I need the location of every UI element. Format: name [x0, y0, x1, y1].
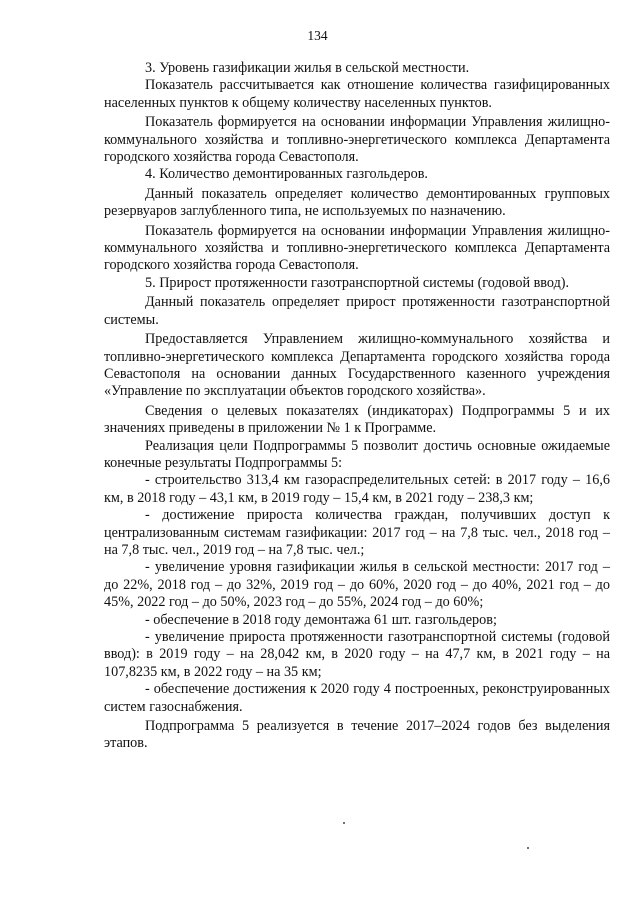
section-heading-4: 4. Количество демонтированных газгольдеров. [145, 166, 428, 183]
document-body [104, 60, 610, 753]
scan-speck [527, 847, 529, 849]
paragraph: Предоставляется Управлением жилищно-коммунального хозяйства и топливно-энергетического комплекса Департамента городского хозяйства города Севастополя на основании данных Государственного казенного учреждения «Управление по эксплуатации объектов городского хозяйства». [104, 331, 610, 400]
paragraph: Подпрограмма 5 реализуется в течение 2017–2024 годов без выделения этапов. [104, 718, 610, 752]
list-item: - достижение прироста количества граждан, получивших доступ к централизованным системам газификации: 2017 год – на 7,8 тыс. чел., 2018 год – на 7,8 тыс. чел., 2019 год – на 7,8 тыс. чел.; [104, 507, 610, 558]
paragraph: Данный показатель определяет прирост протяженности газотранспортной системы. [104, 294, 610, 328]
section-heading-5: 5. Прирост протяженности газотранспортной системы (годовой ввод). [145, 274, 570, 291]
list-item: - увеличение уровня газификации жилья в сельской местности: 2017 год – до 22%, 2018 год – до 32%, 2019 год – до 60%, 2020 год – до 40%, 2021 год – до 45%, 2022 год – до 50%, 2023 год – до 55%, 2024 год – до 60%; [104, 559, 610, 611]
list-item: - обеспечение в 2018 году демонтажа 61 шт. газгольдеров; [145, 611, 497, 628]
paragraph: Показатель формируется на основании информации Управления жилищно-коммунального хозяйства и топливно-энергетического комплекса Департамента городского хозяйства города Севастополя. [104, 222, 610, 274]
paragraph: Показатель формируется на основании информации Управления жилищно-коммунального хозяйства и топливно-энергетического комплекса Департамента городского хозяйства города Севастополя. [104, 114, 610, 166]
scan-speck [343, 822, 345, 824]
list-item: - увеличение прироста протяженности газотранспортной системы (годовой ввод): в 2019 году – на 28,042 км, в 2020 году – на 47,7 км, в 2021 году – на 107,8235 км, в 2022 году – на 35 км; [104, 629, 610, 680]
section-heading-3: 3. Уровень газификации жилья в сельской местности. [145, 60, 470, 76]
paragraph: Сведения о целевых показателях (индикаторах) Подпрограммы 5 и их значениях приведены в приложении № 1 к Программе. [104, 402, 610, 437]
paragraph: Реализация цели Подпрограммы 5 позволит достичь основные ожидаемые конечные результаты Подпрограммы 5: [104, 437, 610, 471]
list-item: - строительство 313,4 км газораспределительных сетей: в 2017 году – 16,6 км, в 2018 году – 43,1 км, в 2019 году – 15,4 км, в 2021 году – 238,3 км; [104, 472, 610, 506]
paragraph: Показатель рассчитывается как отношение количества газифицированных населенных пунктов к общему количеству населенных пунктов. [104, 77, 610, 111]
paragraph: Данный показатель определяет количество демонтированных групповых резервуаров заглубленного типа, не используемых по назначению. [104, 185, 610, 220]
page-number: 134 [307, 28, 328, 43]
list-item: - обеспечение достижения к 2020 году 4 построенных, реконструированных систем газоснабжения. [104, 681, 610, 715]
